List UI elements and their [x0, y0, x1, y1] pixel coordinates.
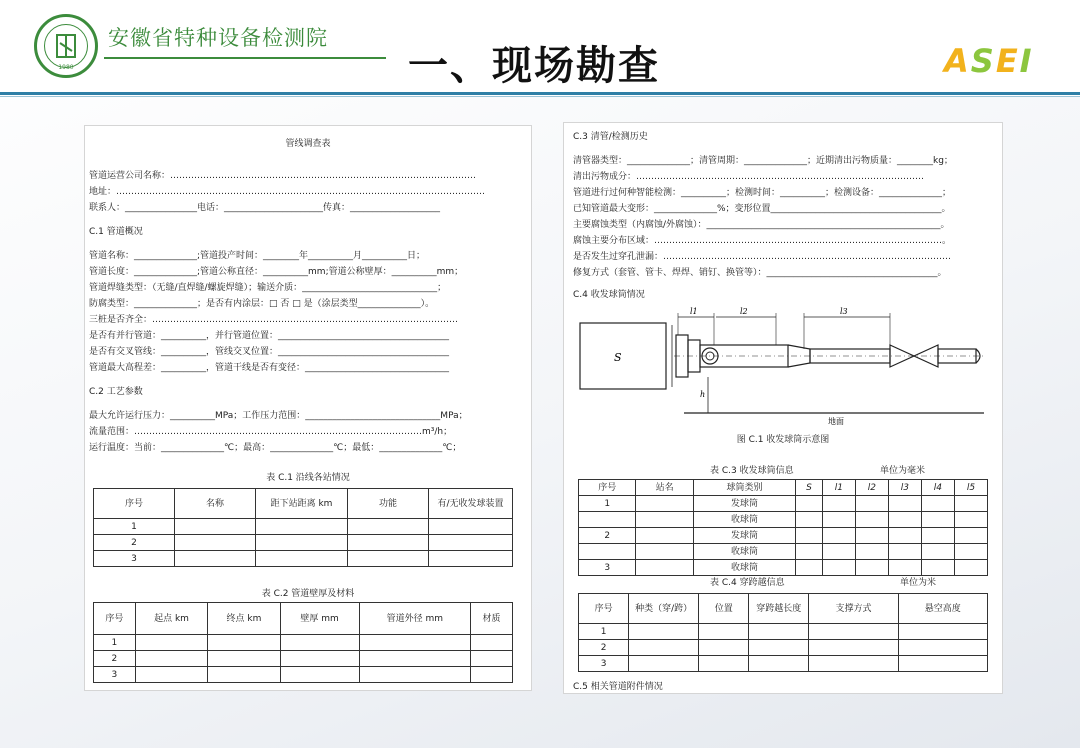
pig-trap-table [578, 479, 988, 576]
table-header: l4 [921, 480, 954, 496]
table-cell [796, 496, 823, 512]
table-cell [809, 640, 898, 656]
table-cell [629, 640, 699, 656]
table-unit: 单位为毫米 [880, 466, 926, 476]
table-cell [636, 560, 693, 576]
table-header: 有/无收发球装置 [429, 489, 513, 519]
table-cell [954, 496, 987, 512]
table-cell [579, 544, 636, 560]
table-cell [636, 528, 693, 544]
table-header: 站名 [636, 480, 693, 496]
table-cell [822, 560, 855, 576]
form-line: 主要腐蚀类型（内腐蚀/外腐蚀）：____________________________________________________。 [573, 220, 950, 230]
table-cell [921, 544, 954, 560]
figure-caption: 图 C.1 收发球筒示意图 [736, 435, 830, 445]
header-rule [0, 92, 1080, 95]
survey-form-page-left [84, 125, 532, 691]
table-cell: 2 [579, 640, 629, 656]
form-line: 是否发生过穿孔泄漏：…………………………………………………………………………………… [573, 252, 952, 262]
org-underline [104, 57, 386, 59]
table-cell [749, 656, 809, 672]
table-header: 距下站距离 km [256, 489, 348, 519]
table-header: 支撑方式 [809, 594, 898, 624]
table-cell [888, 512, 921, 528]
table-cell [429, 535, 513, 551]
table-cell [796, 544, 823, 560]
table-row [579, 496, 988, 512]
table-cell [921, 560, 954, 576]
form-line: 是否有交叉管线：__________，管线交叉位置：______________________________________ [89, 347, 450, 357]
wall-thickness-table [93, 602, 513, 683]
table-header: l1 [822, 480, 855, 496]
table-cell [921, 496, 954, 512]
table-cell [855, 544, 888, 560]
table-cell [208, 667, 280, 683]
table-cell [348, 519, 429, 535]
table-header: 位置 [699, 594, 749, 624]
form-line: 管道焊缝类型：（无缝/直焊缝/螺旋焊缝）；输送介质：______________________________； [89, 283, 447, 293]
table-cell: 发球筒 [693, 496, 795, 512]
table-cell [888, 496, 921, 512]
table-cell [256, 519, 348, 535]
diagram-label: l1 [690, 307, 698, 316]
form-line: 最大允许运行压力：__________MPa；工作压力范围：______________________________MPa； [89, 411, 468, 421]
table-cell [135, 667, 207, 683]
table-cell [822, 528, 855, 544]
form-line: 是否有并行管道：__________，并行管道位置：______________________________________ [89, 331, 450, 341]
table-cell [280, 635, 359, 651]
table-cell [898, 624, 987, 640]
form-line: 运行温度：当前：______________℃；最高：______________℃；最低：______________℃； [89, 443, 462, 453]
table-cell: 2 [579, 528, 636, 544]
table-cell [471, 635, 513, 651]
table-header: 序号 [579, 594, 629, 624]
diagram-label: 地面 [828, 417, 844, 425]
table-cell [822, 512, 855, 528]
form-line: 管道进行过何种智能检测：__________；检测时间：__________；检测设备：______________； [573, 188, 952, 198]
form-line: 管道最大高程差：__________，管道干线是否有变径：________________________________ [89, 363, 450, 373]
diagram-wall [580, 323, 666, 389]
brand-logo [944, 42, 1034, 80]
table-cell: 1 [579, 624, 629, 640]
header-rule-thin [0, 96, 1080, 97]
table-cell: 2 [94, 651, 136, 667]
table-header: 材质 [471, 603, 513, 635]
table-caption: 表 C.2 管道壁厚及材料 [261, 589, 355, 599]
table-cell [855, 528, 888, 544]
section-heading: C.4 收发球筒情况 [573, 290, 645, 300]
table-header: 悬空高度 [898, 594, 987, 624]
table-row [579, 656, 988, 672]
table-cell [280, 651, 359, 667]
table-caption: 表 C.1 沿线各站情况 [266, 473, 350, 483]
table-cell [888, 560, 921, 576]
table-row [94, 667, 513, 683]
table-cell [749, 640, 809, 656]
org-logo [34, 14, 98, 78]
form-line: 清管器类型：______________；清管周期：______________；近期清出污物质量：________kg； [573, 156, 953, 166]
table-cell [135, 651, 207, 667]
form-line: 地址：…………………………………………………………………………………………………………… [89, 187, 486, 197]
table-cell [809, 624, 898, 640]
table-cell: 2 [94, 535, 175, 551]
table-cell [888, 528, 921, 544]
table-cell [898, 656, 987, 672]
table-cell [348, 535, 429, 551]
form-line: 联系人：________________电话：______________________传真：____________________ [89, 203, 441, 213]
logo-year: 1980 [58, 64, 74, 71]
table-header: 序号 [94, 603, 136, 635]
table-cell [256, 551, 348, 567]
table-row [579, 528, 988, 544]
table-cell [175, 519, 256, 535]
table-row [579, 640, 988, 656]
table-cell: 1 [94, 635, 136, 651]
table-cell: 3 [94, 551, 175, 567]
table-row [94, 635, 513, 651]
table-cell [809, 656, 898, 672]
table-cell [954, 512, 987, 528]
table-row [94, 519, 513, 535]
table-cell [348, 551, 429, 567]
brand-letter: S [970, 42, 996, 80]
table-cell [898, 640, 987, 656]
form-line: 清出污物成分：…………………………………………………………………………………… [573, 172, 925, 182]
table-cell [796, 560, 823, 576]
table-cell [359, 635, 471, 651]
table-cell [822, 544, 855, 560]
table-cell [699, 640, 749, 656]
table-header: 种类（穿/跨） [629, 594, 699, 624]
table-cell [175, 551, 256, 567]
table-cell [921, 512, 954, 528]
table-cell [855, 496, 888, 512]
table-cell [471, 667, 513, 683]
stations-table [93, 488, 513, 567]
table-cell [208, 651, 280, 667]
table-cell [429, 519, 513, 535]
logo-emblem [44, 24, 88, 68]
table-header: 管道外径 mm [359, 603, 471, 635]
brand-letter: E [995, 42, 1020, 80]
table-cell: 收球筒 [693, 512, 795, 528]
table-cell [636, 496, 693, 512]
table-cell: 3 [579, 560, 636, 576]
table-cell [796, 512, 823, 528]
table-row [94, 535, 513, 551]
table-cell: 3 [94, 667, 136, 683]
table-cell [796, 528, 823, 544]
table-caption: 表 C.3 收发球筒信息 [710, 466, 794, 476]
form-title: 管线调查表 [285, 139, 331, 149]
table-cell [579, 512, 636, 528]
form-line: 三桩是否齐全：………………………………………………………………………………………… [89, 315, 459, 325]
crossing-table [578, 593, 988, 672]
table-header: 终点 km [208, 603, 280, 635]
table-cell [629, 656, 699, 672]
table-cell [954, 544, 987, 560]
form-line: 管道长度：______________;管道公称直径：__________mm;管道公称壁厚：__________mm； [89, 267, 464, 277]
survey-form-page-right [563, 122, 1003, 694]
diagram-label: h [700, 390, 706, 399]
table-caption: 表 C.4 穿跨越信息 [710, 578, 785, 588]
table-header: 壁厚 mm [280, 603, 359, 635]
org-name: 安徽省特种设备检测院 [108, 26, 328, 50]
table-cell: 3 [579, 656, 629, 672]
form-line: 管道运营公司名称：………………………………………………………………………………………… [89, 171, 477, 181]
table-cell [888, 544, 921, 560]
brand-letter: I [1019, 42, 1034, 80]
form-line: 流量范围：……………………………………………………………………………………m³/h； [89, 427, 453, 437]
table-cell [208, 635, 280, 651]
table-unit: 单位为米 [900, 578, 937, 588]
slide-header [0, 0, 1080, 96]
table-cell [359, 667, 471, 683]
table-cell [699, 656, 749, 672]
table-cell [175, 535, 256, 551]
table-row [94, 651, 513, 667]
table-cell [749, 624, 809, 640]
pig-trap-diagram [578, 305, 988, 425]
table-cell [921, 528, 954, 544]
table-cell [855, 560, 888, 576]
table-header: l3 [888, 480, 921, 496]
logo-glyph-icon [51, 31, 81, 61]
form-line: 腐蚀主要分布区域：……………………………………………………………………………………。 [573, 236, 952, 246]
table-cell [256, 535, 348, 551]
table-cell [629, 624, 699, 640]
page-title: 一、现场勘查 [408, 43, 660, 89]
section-heading: C.2 工艺参数 [89, 387, 143, 397]
table-header: l5 [954, 480, 987, 496]
table-cell [359, 651, 471, 667]
form-line: 防腐类型：______________；是否有内涂层：□ 否 □ 是（涂层类型______________）。 [89, 299, 435, 309]
table-header: 名称 [175, 489, 256, 519]
form-line: 已知管道最大变形：______________%；变形位置______________________________________。 [573, 204, 951, 214]
table-cell [954, 528, 987, 544]
table-cell [822, 496, 855, 512]
diagram-label: l3 [840, 307, 848, 316]
table-cell [636, 512, 693, 528]
table-cell: 1 [579, 496, 636, 512]
table-header: 功能 [348, 489, 429, 519]
table-header: 序号 [579, 480, 636, 496]
table-header: S [796, 480, 823, 496]
table-row [579, 512, 988, 528]
table-cell [636, 544, 693, 560]
section-heading: C.5 相关管道附件情况 [573, 682, 663, 692]
diagram-label: l2 [740, 307, 748, 316]
table-header: 起点 km [135, 603, 207, 635]
table-cell [280, 667, 359, 683]
table-cell: 收球筒 [693, 560, 795, 576]
section-heading: C.3 清管/检测历史 [573, 132, 648, 142]
table-header: l2 [855, 480, 888, 496]
table-cell: 收球筒 [693, 544, 795, 560]
table-cell [699, 624, 749, 640]
table-cell [135, 635, 207, 651]
table-row [579, 544, 988, 560]
form-line: 管道名称：______________;管道投产时间：________年__________月__________日； [89, 251, 426, 261]
table-cell [429, 551, 513, 567]
table-header: 球筒类别 [693, 480, 795, 496]
table-cell: 发球筒 [693, 528, 795, 544]
brand-letter: A [944, 42, 971, 80]
table-row [579, 624, 988, 640]
table-header: 穿跨越长度 [749, 594, 809, 624]
table-header: 序号 [94, 489, 175, 519]
table-row [579, 560, 988, 576]
table-cell [954, 560, 987, 576]
diagram-label: S [614, 351, 622, 364]
section-heading: C.1 管道概况 [89, 227, 143, 237]
form-line: 修复方式（套管、管卡、焊焊、销钉、换管等）：______________________________________。 [573, 268, 947, 278]
table-row [94, 551, 513, 567]
table-cell [855, 512, 888, 528]
table-cell [471, 651, 513, 667]
table-cell: 1 [94, 519, 175, 535]
